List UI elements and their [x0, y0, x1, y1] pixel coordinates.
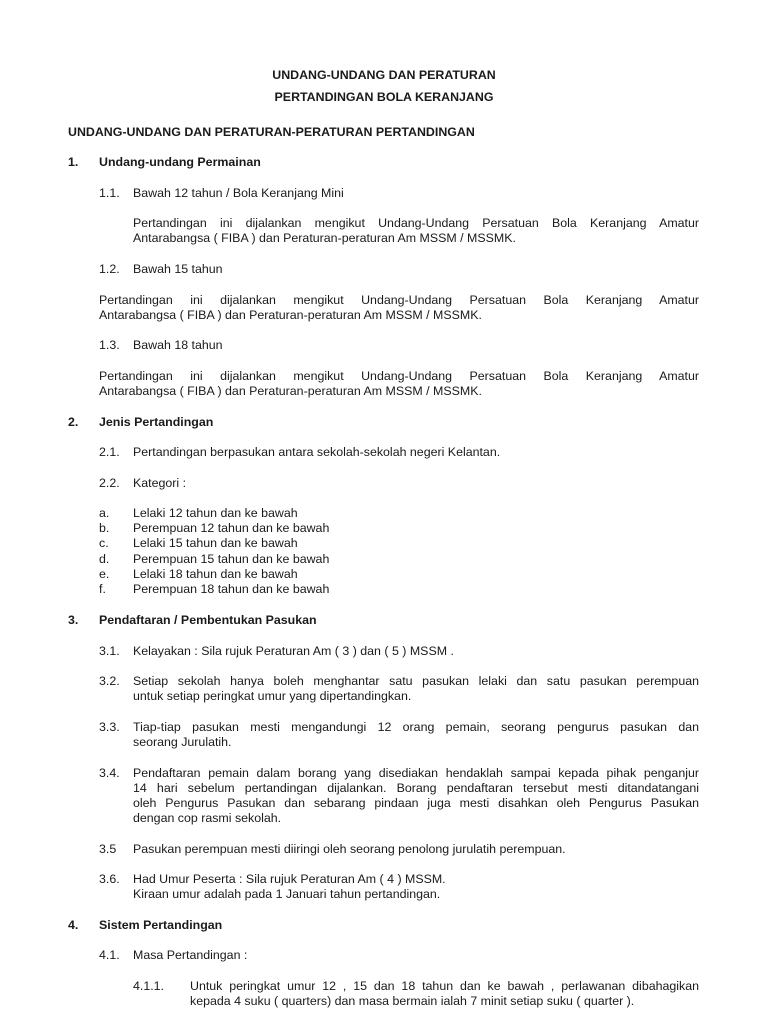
section-1-number: 1.: [68, 155, 79, 169]
section-4-1-text: Masa Pertandingan :: [133, 948, 248, 962]
section-2-title: Jenis Pertandingan: [99, 415, 214, 429]
section-1-1-para-line2: Antarabangsa ( FIBA ) dan Peraturan-peraturan Am MSSM / MSSMK.: [133, 231, 516, 245]
section-3-4-line1: Pendaftaran pemain dalam borang yang disediakan hendaklah sampai kepada pihak penganjur: [133, 766, 699, 780]
section-4-title: Sistem Pertandingan: [99, 918, 223, 932]
category-item: Perempuan 18 tahun dan ke bawah: [133, 582, 330, 596]
section-3-4-line3: oleh Pengurus Pasukan dan sebarang pindaan juga mesti disahkan oleh Pengurus Pasukan: [133, 796, 699, 810]
section-3-5-text: Pasukan perempuan mesti diiringi oleh seorang penolong jurulatih perempuan.: [133, 842, 566, 856]
section-2-1-number: 2.1.: [99, 445, 120, 459]
section-3-4-line4: dengan cop rasmi sekolah.: [133, 811, 282, 825]
section-3-3-number: 3.3.: [99, 720, 120, 734]
section-2-1-text: Pertandingan berpasukan antara sekolah-sekolah negeri Kelantan.: [133, 445, 501, 459]
category-letter: f.: [99, 582, 106, 596]
section-1-1-para-line1: Pertandingan ini dijalankan mengikut Undang-Undang Persatuan Bola Keranjang Amatur: [133, 216, 699, 230]
section-2-2-number: 2.2.: [99, 476, 120, 490]
section-3-4-line2: 14 hari sebelum pertandingan dijalankan. Borang pendaftaran tersebut mesti ditandatangani: [133, 781, 699, 795]
section-1-2-para-line1: Pertandingan ini dijalankan mengikut Undang-Undang Persatuan Bola Keranjang Amatur: [99, 293, 699, 307]
category-item: Lelaki 12 tahun dan ke bawah: [133, 506, 298, 520]
main-heading: UNDANG-UNDANG DAN PERATURAN-PERATURAN PERTANDINGAN: [68, 125, 475, 139]
section-3-1-number: 3.1.: [99, 644, 120, 658]
category-letter: d.: [99, 552, 110, 566]
section-4-1-1-number: 4.1.1.: [133, 979, 165, 993]
section-3-5-number: 3.5: [99, 842, 117, 856]
section-1-3-para-line2: Antarabangsa ( FIBA ) dan Peraturan-peraturan Am MSSM / MSSMK.: [99, 384, 482, 398]
section-1-3-title: Bawah 18 tahun: [133, 338, 223, 352]
section-3-title: Pendaftaran / Pembentukan Pasukan: [99, 613, 317, 627]
section-3-2-line2: untuk setiap peringkat umur yang dipertandingkan.: [133, 689, 412, 703]
section-3-6-line2: Kiraan umur adalah pada 1 Januari tahun pertandingan.: [133, 887, 441, 901]
section-1-2-para-line2: Antarabangsa ( FIBA ) dan Peraturan-peraturan Am MSSM / MSSMK.: [99, 308, 482, 322]
section-1-3-para-line1: Pertandingan ini dijalankan mengikut Undang-Undang Persatuan Bola Keranjang Amatur: [99, 369, 699, 383]
category-item: Lelaki 18 tahun dan ke bawah: [133, 567, 298, 581]
section-1-1-title: Bawah 12 tahun / Bola Keranjang Mini: [133, 186, 344, 200]
section-2-number: 2.: [68, 415, 79, 429]
section-1-title: Undang-undang Permainan: [99, 155, 261, 169]
section-4-1-1-line1: Untuk peringkat umur 12 , 15 dan 18 tahun dan ke bawah , perlawanan dibahagikan: [190, 979, 699, 993]
section-4-1-number: 4.1.: [99, 948, 120, 962]
section-3-2-number: 3.2.: [99, 674, 120, 688]
section-3-3-line2: seorang Jurulatih.: [133, 735, 232, 749]
category-letter: c.: [99, 536, 109, 550]
section-3-6-number: 3.6.: [99, 872, 120, 886]
section-2-2-text: Kategori :: [133, 476, 187, 490]
section-1-2-number: 1.2.: [99, 262, 120, 276]
section-3-6-line1: Had Umur Peserta : Sila rujuk Peraturan Am ( 4 ) MSSM.: [133, 872, 446, 886]
section-4-number: 4.: [68, 918, 79, 932]
section-1-3-number: 1.3.: [99, 338, 120, 352]
section-3-1-text: Kelayakan : Sila rujuk Peraturan Am ( 3 ) dan ( 5 ) MSSM .: [133, 644, 454, 658]
category-item: Perempuan 15 tahun dan ke bawah: [133, 552, 330, 566]
category-letter: b.: [99, 521, 110, 535]
category-item: Perempuan 12 tahun dan ke bawah: [133, 521, 330, 535]
category-letter: e.: [99, 567, 110, 581]
section-1-1-number: 1.1.: [99, 186, 120, 200]
section-3-number: 3.: [68, 613, 79, 627]
category-item: Lelaki 15 tahun dan ke bawah: [133, 536, 298, 550]
section-3-3-line1: Tiap-tiap pasukan mesti mengandungi 12 orang pemain, seorang pengurus pasukan dan: [133, 720, 699, 734]
doc-title-line2: PERTANDINGAN BOLA KERANJANG: [274, 90, 494, 104]
section-3-4-number: 3.4.: [99, 766, 120, 780]
section-4-1-1-line2: kepada 4 suku ( quarters) dan masa bermain ialah 7 minit setiap suku ( quarter ).: [190, 994, 635, 1008]
doc-title-line1: UNDANG-UNDANG DAN PERATURAN: [272, 68, 496, 82]
section-1-2-title: Bawah 15 tahun: [133, 262, 223, 276]
section-3-2-line1: Setiap sekolah hanya boleh menghantar satu pasukan lelaki dan satu pasukan perempuan: [133, 674, 699, 688]
category-letter: a.: [99, 506, 110, 520]
